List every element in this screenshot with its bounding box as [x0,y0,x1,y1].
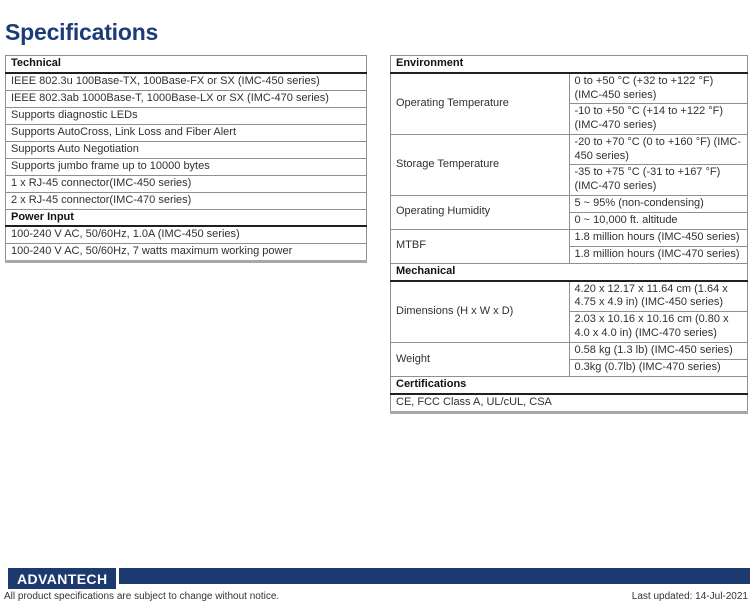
spec-row [6,141,367,158]
spec-text: Supports AutoCross, Link Loss and Fiber Alert [6,124,367,141]
section-header-row [391,377,748,394]
spec-value: 4.20 x 12.17 x 11.64 cm (1.64 x 4.75 x 4.9 in) (IMC-450 series) [569,281,748,312]
spec-value: 1.8 million hours (IMC-450 series) [569,229,748,246]
environment-mechanical-table [390,55,748,414]
spec-row [6,124,367,141]
section-header-label: Power Input [6,209,367,226]
spec-text: Supports jumbo frame up to 10000 bytes [6,158,367,175]
spec-row [6,107,367,124]
spec-text: IEEE 802.3ab 1000Base-T, 1000Base-LX or SX (IMC-470 series) [6,90,367,107]
technical-power-table [5,55,367,263]
spec-value: 0 ~ 10,000 ft. altitude [569,212,748,229]
page-title: Specifications [5,19,159,45]
spec-row [391,343,748,360]
spec-label: Operating Humidity [391,195,570,229]
advantech-logo [8,568,116,589]
spec-value: 2.03 x 10.16 x 10.16 cm (0.80 x 4.0 x 4.0 in) (IMC-470 series) [569,312,748,343]
spec-value: 0.3kg (0.7lb) (IMC-470 series) [569,360,748,377]
spec-row [6,90,367,107]
footer-note-left: All product specifications are subject to change without notice. [4,591,280,602]
spec-row [391,394,748,412]
page-footer [0,568,750,602]
section-header-row [391,56,748,73]
spec-row [6,244,367,262]
spec-text: Supports Auto Negotiation [6,141,367,158]
spec-row [391,73,748,104]
spec-value: 0 to +50 °C (+32 to +122 °F) (IMC-450 series) [569,73,748,104]
spec-label: Storage Temperature [391,134,570,195]
spec-text: Supports diagnostic LEDs [6,107,367,124]
section-header-row [391,263,748,280]
spec-row [6,192,367,209]
spec-row [6,175,367,192]
footer-notes [0,591,750,602]
spec-text: 100-240 V AC, 50/60Hz, 1.0A (IMC-450 series) [6,226,367,243]
spec-value: 1.8 million hours (IMC-470 series) [569,246,748,263]
section-header-label: Certifications [391,377,748,394]
spec-value: -10 to +50 °C (+14 to +122 °F) (IMC-470 series) [569,104,748,135]
section-header-row [6,209,367,226]
spec-row [391,229,748,246]
spec-label: Dimensions (H x W x D) [391,281,570,343]
spec-text: 100-240 V AC, 50/60Hz, 7 watts maximum working power [6,244,367,262]
spec-label: Operating Temperature [391,73,570,135]
spec-value: 5 ~ 95% (non-condensing) [569,195,748,212]
spec-row [6,158,367,175]
spec-text: CE, FCC Class A, UL/cUL, CSA [391,394,748,412]
section-header-row [6,56,367,73]
spec-row [391,281,748,312]
spec-row [6,226,367,243]
spec-row [391,134,748,165]
spec-text: IEEE 802.3u 100Base-TX, 100Base-FX or SX (IMC-450 series) [6,73,367,90]
spec-value: -35 to +75 °C (-31 to +167 °F) (IMC-470 series) [569,165,748,196]
footer-note-right: Last updated: 14-Jul-2021 [631,591,748,602]
section-header-label: Environment [391,56,748,73]
spec-row [6,73,367,90]
spec-text: 1 x RJ-45 connector(IMC-450 series) [6,175,367,192]
advantech-logo-text: ADVANTECH [17,570,108,587]
section-header-label: Technical [6,56,367,73]
section-header-label: Mechanical [391,263,748,280]
specifications-page [0,19,750,602]
footer-bar-row [0,568,750,589]
spec-value: -20 to +70 °C (0 to +160 °F) (IMC-450 series) [569,134,748,165]
spec-tables-container [0,55,750,414]
footer-bar [119,568,750,584]
spec-label: MTBF [391,229,570,263]
spec-value: 0.58 kg (1.3 lb) (IMC-450 series) [569,343,748,360]
spec-row [391,195,748,212]
spec-label: Weight [391,343,570,377]
spec-text: 2 x RJ-45 connector(IMC-470 series) [6,192,367,209]
